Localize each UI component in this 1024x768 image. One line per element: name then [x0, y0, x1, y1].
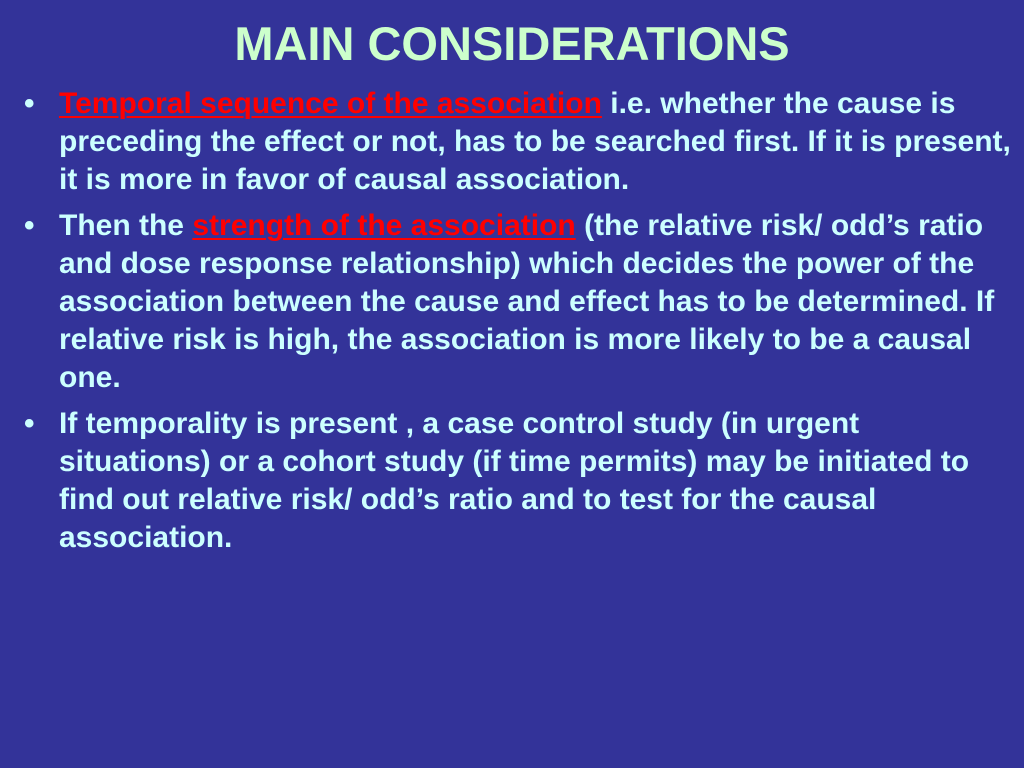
bullet-item-temporal-sequence	[22, 85, 1012, 199]
bullet-marker: •	[24, 209, 35, 242]
bullet-list	[22, 85, 1012, 565]
bullet-text	[59, 407, 969, 554]
bullet-rest-text: i.e. whether the cause is preceding the effect or not, has to be searched first. If it is present, it is more in favor of causal association.	[59, 87, 1011, 196]
bullet-lead-text: Then the	[59, 209, 193, 242]
highlight-temporal-sequence: Temporal sequence of the association	[59, 87, 602, 120]
highlight-strength-of-association: strength of the association	[192, 209, 576, 242]
bullet-item-strength-of-association	[22, 207, 1012, 397]
slide-title: MAIN CONSIDERATIONS	[234, 17, 790, 70]
bullet-text	[59, 209, 994, 394]
bullet-lead-text: If temporality is present , a case control study (in urgent situations) or a cohort study (if time permits) may be initiated to find out relative risk/ odd’s ratio and to test for the causal association.	[59, 407, 970, 554]
bullet-rest-text: (the relative risk/ odd’s ratio and dose response relationship) which decides the power of the association between the cause and effect has to be determined. If relative risk is high, the association is more likely to be a causal one.	[59, 209, 995, 394]
bullet-marker: •	[24, 87, 35, 120]
bullet-text	[59, 87, 1011, 196]
bullet-marker: •	[24, 407, 35, 440]
bullet-item-study-design	[22, 405, 1012, 557]
